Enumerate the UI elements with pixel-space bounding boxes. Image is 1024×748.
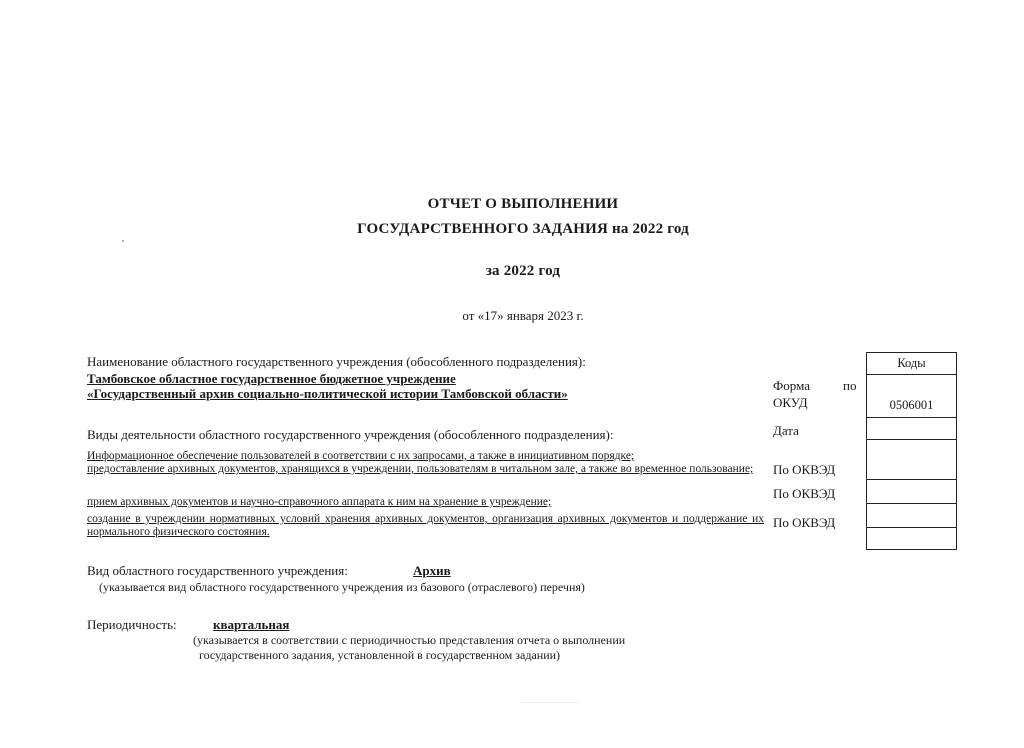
okved-cell-1 bbox=[867, 440, 957, 480]
periodicity-note-line2: государственного задания, установленной в государственном задании) bbox=[199, 648, 561, 662]
activity-item: Информационное обеспечение пользователей в соответствии с их запросами, а также в инициативном порядке; bbox=[87, 450, 635, 462]
form-label: Форма bbox=[773, 378, 810, 393]
okud-code: 0506001 bbox=[867, 375, 957, 418]
activity-item: прием архивных документов и научно-справочного аппарата к ним на хранение в учреждение; bbox=[87, 496, 552, 508]
periodicity-label: Периодичность: bbox=[87, 617, 177, 632]
periodicity-note-line1: (указывается в соответствии с периодичностью представления отчета о выполнении bbox=[193, 633, 626, 647]
okved-cell-2 bbox=[867, 480, 957, 504]
institution-name-line2: «Государственный архив социально-политической истории Тамбовской области» bbox=[87, 386, 568, 401]
type-note: (указывается вид областного государственного учреждения из базового (отраслевого) перечня) bbox=[99, 580, 585, 594]
report-period: за 2022 год bbox=[485, 263, 561, 279]
date-cell bbox=[867, 418, 957, 440]
scan-speck bbox=[122, 240, 124, 242]
activity-item: предоставление архивных документов, хранящихся в учреждении, пользователям в читальном зале, а также во временное пользование; bbox=[87, 463, 754, 475]
okved-label-3: По ОКВЭД bbox=[773, 515, 836, 530]
okved-cell-3 bbox=[867, 504, 957, 528]
type-label: Вид областного государственного учреждения: bbox=[87, 563, 348, 578]
okud-label: ОКУД bbox=[773, 395, 808, 410]
okved-cell-4 bbox=[867, 528, 957, 550]
form-label-po: по bbox=[843, 378, 857, 393]
okved-label-1: По ОКВЭД bbox=[773, 462, 836, 477]
report-title-line1: ОТЧЕТ О ВЫПОЛНЕНИИ bbox=[427, 196, 619, 212]
okved-label-2: По ОКВЭД bbox=[773, 486, 836, 501]
activity-item: создание в учреждении нормативных условий хранения архивных документов, организация архивных документов и поддержание их нормального физического состояния. bbox=[87, 513, 764, 538]
report-date: от «17» января 2023 г. bbox=[462, 308, 584, 323]
activities-label: Виды деятельности областного государственного учреждения (обособленного подразделения): bbox=[87, 427, 614, 442]
periodicity-value: квартальная bbox=[213, 617, 290, 632]
institution-label: Наименование областного государственного учреждения (обособленного подразделения): bbox=[87, 354, 586, 369]
codes-header: Коды bbox=[867, 353, 957, 375]
scan-speck bbox=[520, 702, 580, 703]
date-label: Дата bbox=[773, 423, 799, 438]
institution-name-line1: Тамбовское областное государственное бюджетное учреждение bbox=[87, 371, 456, 386]
codes-table bbox=[866, 352, 957, 550]
type-value: Архив bbox=[413, 563, 451, 578]
report-title-line2: ГОСУДАРСТВЕННОГО ЗАДАНИЯ на 2022 год bbox=[357, 221, 689, 237]
